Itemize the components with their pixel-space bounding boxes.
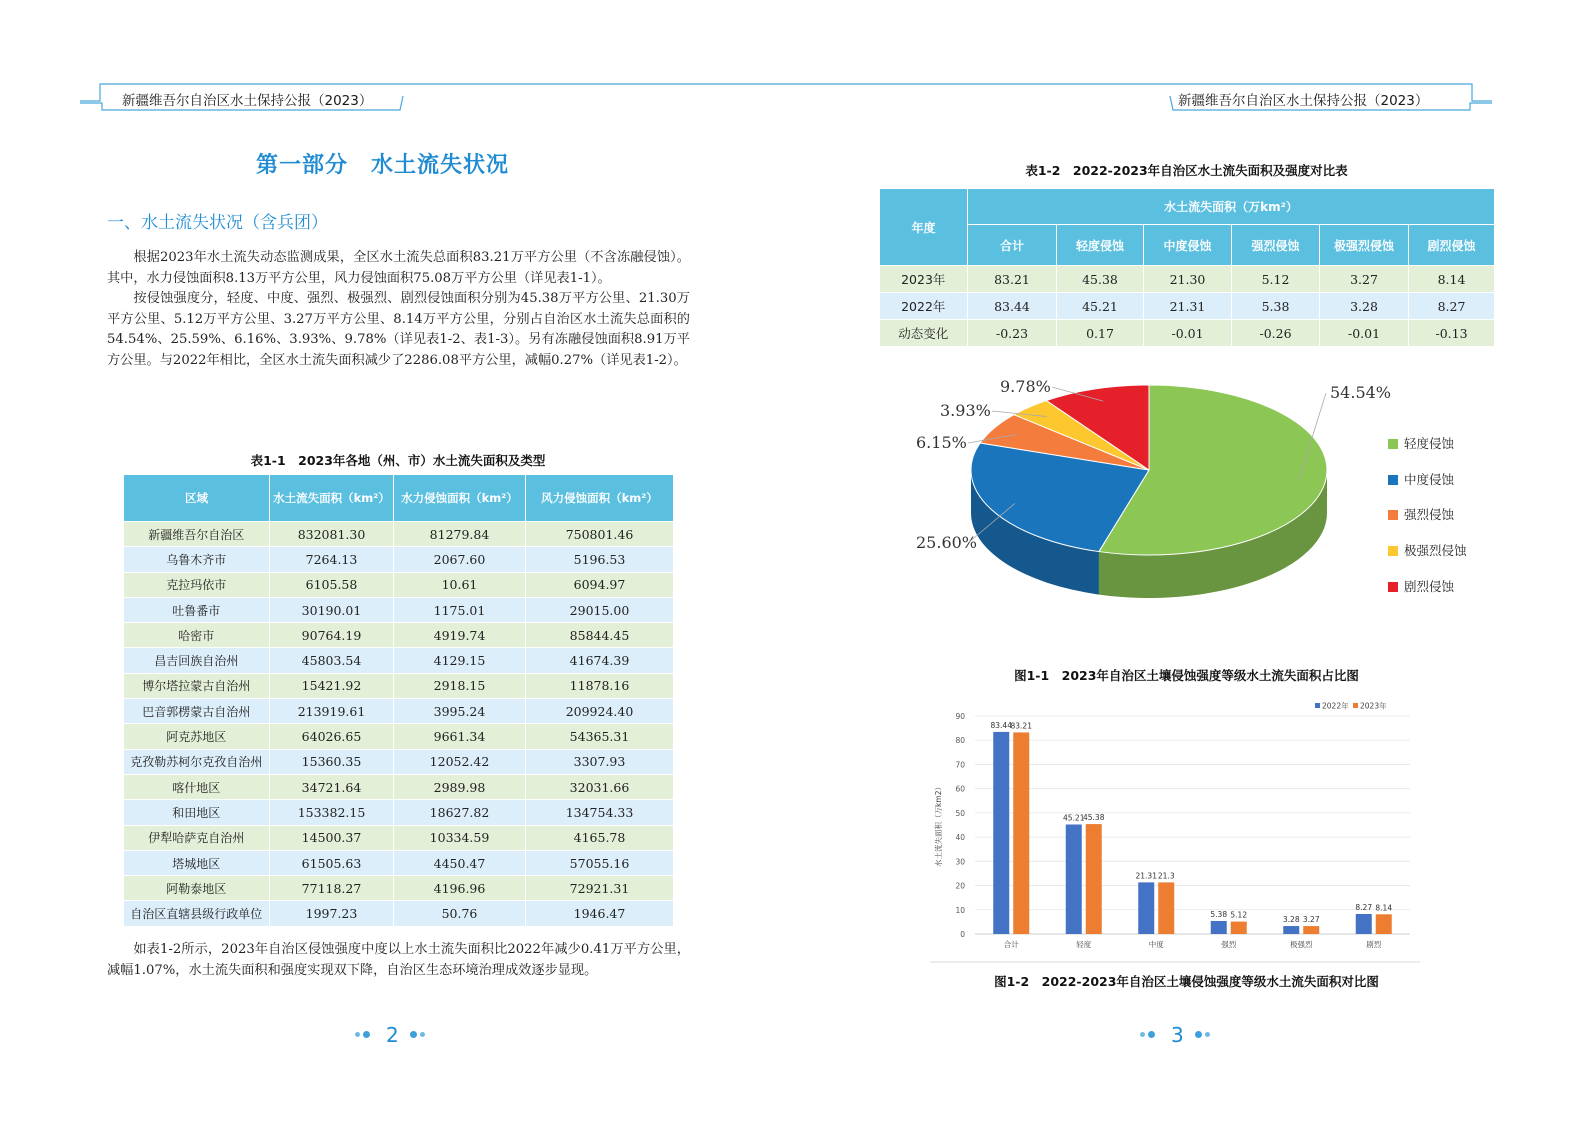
intro-text [107, 248, 690, 371]
paragraph-3: 如表1-2所示，2023年自治区侵蚀强度中度以上水土流失面积比2022年减少0.41万平方公里，减幅1.07%，水土流失面积和强度实现双下降，自治区生态环境治理成效逐步显现。 [107, 942, 690, 978]
bar [1013, 732, 1029, 934]
table-row [124, 547, 674, 572]
table-cell-value: 4919.74 [394, 623, 526, 648]
legend-swatch [1388, 475, 1398, 485]
y-tick-label: 30 [955, 857, 965, 867]
table-cell-value: 90764.19 [270, 623, 394, 648]
table-cell-value: 45.21 [1057, 293, 1144, 320]
table-row [124, 774, 674, 799]
table-cell-value: 2067.60 [394, 547, 526, 572]
table-cell-value: 41674.39 [526, 648, 674, 673]
table-cell-value: 832081.30 [270, 522, 394, 547]
bar-value-label: 45.38 [1083, 813, 1105, 823]
x-tick-label: 强烈 [1221, 940, 1237, 949]
bar-value-label: 3.27 [1302, 915, 1320, 925]
section-title: 一、水土流失状况（含兵团） [107, 213, 328, 233]
paragraph-2: 按侵蚀强度分，轻度、中度、强烈、极强烈、剧烈侵蚀面积分别为45.38万平方公里、21.30万平方公里、5.12万平方公里、3.27万平方公里、8.14万平方公里，分别占自治区水土流失总面积的54.54%、25.59%、6.16%、3.93%、9.78%（详见表1-2、表1-3）。另有冻融侵蚀面积8.91万平方公里。与2022年相比，全区水土流失面积减少了2286.08平方公里，减幅0.27%（详见表1-2）。 [107, 291, 690, 368]
table-row [124, 648, 674, 673]
bar-value-label: 45.21 [1063, 813, 1085, 823]
table2-header-group: 水土流失面积（万km²） [968, 189, 1495, 225]
table-cell-value: 32031.66 [526, 774, 674, 799]
table-cell-value: 6094.97 [526, 572, 674, 597]
legend-item [1388, 541, 1467, 559]
table-cell-value: 6105.58 [270, 572, 394, 597]
table-cell-value: 1175.01 [394, 597, 526, 622]
table-1-1 [123, 474, 674, 927]
table2-subheader: 剧烈侵蚀 [1409, 225, 1495, 266]
table-cell-value: 2918.15 [394, 673, 526, 698]
pie-value-label: 25.60% [916, 533, 978, 552]
table-cell-value: 5.12 [1232, 266, 1320, 293]
table-cell-value: 213919.61 [270, 699, 394, 724]
y-tick-label: 70 [955, 760, 965, 770]
legend-label: 极强烈侵蚀 [1404, 543, 1467, 559]
table-cell-value: 1997.23 [270, 901, 394, 926]
bar [1211, 921, 1227, 934]
table-cell-value: -0.23 [968, 320, 1057, 347]
table2-subheader: 极强烈侵蚀 [1320, 225, 1409, 266]
table-cell-value: 4129.15 [394, 648, 526, 673]
table-cell-value: 1946.47 [526, 901, 674, 926]
table-cell-value: 5196.53 [526, 547, 674, 572]
y-axis-label: 水土流失面积（万km2） [934, 783, 943, 867]
table-cell-region: 昌吉回族自治州 [124, 648, 270, 673]
x-tick-label: 轻度 [1076, 940, 1092, 949]
table1-header-wind: 风力侵蚀面积（km²） [526, 475, 674, 522]
table-row [124, 901, 674, 926]
table-row [124, 800, 674, 825]
table2-caption: 表1-2 2022-2023年自治区水土流失面积及强度对比表 [1025, 163, 1348, 178]
table-cell-year: 2023年 [880, 266, 968, 293]
legend-label: 强烈侵蚀 [1404, 507, 1455, 523]
table-cell-value: 0.17 [1057, 320, 1144, 347]
legend-item [1388, 470, 1454, 488]
table-cell-value: 45803.54 [270, 648, 394, 673]
table-row [124, 724, 674, 749]
pie-caption: 图1-1 2023年自治区土壤侵蚀强度等级水土流失面积占比图 [1014, 668, 1359, 683]
table-cell-value: 9661.34 [394, 724, 526, 749]
table-cell-region: 伊犁哈萨克自治州 [124, 825, 270, 850]
table-row [124, 572, 674, 597]
bar-value-label: 83.44 [990, 720, 1012, 730]
paragraph-1: 根据2023年水土流失动态监测成果，全区水土流失总面积83.21万平方公里（不含冻融侵蚀）。其中，水力侵蚀面积8.13万平方公里，风力侵蚀面积75.08万平方公里（详见表1-1）。 [107, 250, 690, 286]
table-row [880, 266, 1495, 293]
table2-subheader: 中度侵蚀 [1144, 225, 1232, 266]
table-cell-region: 新疆维吾尔自治区 [124, 522, 270, 547]
y-tick-label: 20 [955, 881, 965, 891]
bar-chart [925, 700, 1425, 965]
pie-value-label: 9.78% [1000, 377, 1051, 396]
y-tick-label: 10 [955, 905, 965, 915]
table-row [124, 597, 674, 622]
table-cell-value: 4165.78 [526, 825, 674, 850]
y-tick-label: 60 [955, 784, 965, 794]
table-cell-value: 15360.35 [270, 749, 394, 774]
table2-header-year: 年度 [880, 189, 968, 266]
bar [1231, 922, 1247, 934]
bar [1376, 914, 1392, 934]
legend-swatch [1388, 439, 1398, 449]
table-row [880, 320, 1495, 347]
table-row [124, 673, 674, 698]
table-cell-value: 14500.37 [270, 825, 394, 850]
table1-header-region: 区域 [124, 475, 270, 522]
legend-label: 剧烈侵蚀 [1404, 578, 1455, 594]
table-cell-value: 134754.33 [526, 800, 674, 825]
table2-subheader: 合计 [968, 225, 1057, 266]
page-number-left-text: 2 [386, 1023, 399, 1047]
table-cell-value: 72921.31 [526, 876, 674, 901]
table-cell-value: 85844.45 [526, 623, 674, 648]
table-cell-value: 4196.96 [394, 876, 526, 901]
table-cell-value: 153382.15 [270, 800, 394, 825]
bar [1158, 882, 1174, 934]
legend-label: 中度侵蚀 [1404, 471, 1455, 487]
bar-value-label: 21.31 [1135, 871, 1157, 881]
header-title-left: 新疆维吾尔自治区水土保持公报（2023） [122, 93, 373, 109]
table-row [124, 876, 674, 901]
legend-swatch [1353, 703, 1358, 708]
x-tick-label: 剧烈 [1366, 940, 1382, 949]
table-cell-value: 21.30 [1144, 266, 1232, 293]
page-number-left [350, 1022, 435, 1048]
table-cell-region: 阿勒泰地区 [124, 876, 270, 901]
table-cell-region: 巴音郭楞蒙古自治州 [124, 699, 270, 724]
bar-caption: 图1-2 2022-2023年自治区土壤侵蚀强度等级水土流失面积对比图 [994, 974, 1379, 989]
legend-swatch [1315, 703, 1320, 708]
pie-value-label: 6.15% [916, 433, 967, 452]
table-cell-value: 61505.63 [270, 850, 394, 875]
table-cell-region: 塔城地区 [124, 850, 270, 875]
pie-value-label: 3.93% [940, 401, 991, 420]
table-cell-value: -0.13 [1409, 320, 1495, 347]
table-cell-value: 81279.84 [394, 522, 526, 547]
table-cell-value: 83.21 [968, 266, 1057, 293]
legend-label: 轻度侵蚀 [1404, 436, 1455, 451]
table-cell-year: 动态变化 [880, 320, 968, 347]
table-cell-value: 10.61 [394, 572, 526, 597]
table-cell-value: 12052.42 [394, 749, 526, 774]
legend-swatch [1388, 546, 1398, 556]
bar-value-label: 8.14 [1375, 903, 1393, 913]
table-cell-value: 5.38 [1232, 293, 1320, 320]
bar [993, 732, 1009, 934]
table-cell-region: 自治区直辖县级行政单位 [124, 901, 270, 926]
page-number-right [1135, 1022, 1220, 1048]
table-1-2 [879, 188, 1495, 347]
table2-subheader: 强烈侵蚀 [1232, 225, 1320, 266]
page-number-right-text: 3 [1171, 1023, 1184, 1047]
table-row [124, 623, 674, 648]
legend-item [1388, 434, 1454, 452]
table-row [124, 825, 674, 850]
table-cell-region: 阿克苏地区 [124, 724, 270, 749]
bar-value-label: 5.12 [1230, 910, 1248, 920]
bar [1138, 882, 1154, 934]
legend-label: 2022年 [1322, 701, 1349, 711]
table-cell-region: 喀什地区 [124, 774, 270, 799]
legend-swatch [1388, 510, 1398, 520]
table-cell-value: 750801.46 [526, 522, 674, 547]
table-cell-value: 3307.93 [526, 749, 674, 774]
conclusion-text [107, 940, 690, 981]
table-cell-region: 克拉玛依市 [124, 572, 270, 597]
table1-caption: 表1-1 2023年各地（州、市）水土流失面积及类型 [250, 453, 546, 468]
y-tick-label: 80 [955, 736, 965, 746]
table-cell-value: 64026.65 [270, 724, 394, 749]
table-cell-region: 博尔塔拉蒙古自治州 [124, 673, 270, 698]
table2-subheader: 轻度侵蚀 [1057, 225, 1144, 266]
table-cell-value: -0.01 [1144, 320, 1232, 347]
table-cell-region: 和田地区 [124, 800, 270, 825]
x-tick-label: 极强烈 [1290, 940, 1313, 949]
table-cell-value: 18627.82 [394, 800, 526, 825]
table-cell-value: 83.44 [968, 293, 1057, 320]
table-cell-value: 3.28 [1320, 293, 1409, 320]
table-row [124, 522, 674, 547]
table-cell-value: 209924.40 [526, 699, 674, 724]
bar-value-label: 21.3 [1157, 871, 1175, 881]
table1-header-water: 水力侵蚀面积（km²） [394, 475, 526, 522]
table-cell-value: 57055.16 [526, 850, 674, 875]
legend-swatch [1388, 582, 1398, 592]
table-row [124, 850, 674, 875]
bar-value-label: 8.27 [1355, 902, 1373, 912]
table-cell-value: 10334.59 [394, 825, 526, 850]
bar [1283, 926, 1299, 934]
table-row [880, 293, 1495, 320]
bar [1066, 824, 1082, 934]
pie-value-label: 54.54% [1330, 383, 1392, 402]
table-cell-value: 7264.13 [270, 547, 394, 572]
table-cell-value: 15421.92 [270, 673, 394, 698]
header-title-right: 新疆维吾尔自治区水土保持公报（2023） [1178, 93, 1429, 109]
table1-header-total: 水土流失面积（km²） [270, 475, 394, 522]
table-cell-value: -0.01 [1320, 320, 1409, 347]
table-cell-region: 乌鲁木齐市 [124, 547, 270, 572]
table-cell-value: 3995.24 [394, 699, 526, 724]
part-title: 第一部分 水土流失状况 [256, 153, 510, 178]
y-tick-label: 90 [955, 712, 965, 721]
y-tick-label: 50 [955, 808, 965, 818]
bar [1086, 824, 1102, 934]
table-cell-value: 29015.00 [526, 597, 674, 622]
y-tick-label: 0 [960, 930, 965, 939]
bar [1303, 926, 1319, 934]
bar-value-label: 3.28 [1282, 915, 1300, 925]
table-cell-value: 3.27 [1320, 266, 1409, 293]
x-tick-label: 中度 [1148, 940, 1164, 949]
table-cell-region: 克孜勒苏柯尔克孜自治州 [124, 749, 270, 774]
table-cell-value: 8.14 [1409, 266, 1495, 293]
table-cell-value: 30190.01 [270, 597, 394, 622]
table-cell-value: 8.27 [1409, 293, 1495, 320]
table-cell-value: 45.38 [1057, 266, 1144, 293]
legend-item [1388, 577, 1454, 595]
table-cell-value: 54365.31 [526, 724, 674, 749]
table-cell-value: 21.31 [1144, 293, 1232, 320]
table-cell-region: 吐鲁番市 [124, 597, 270, 622]
table-cell-value: 2989.98 [394, 774, 526, 799]
y-tick-label: 40 [955, 833, 965, 843]
table-cell-region: 哈密市 [124, 623, 270, 648]
table-cell-value: 34721.64 [270, 774, 394, 799]
legend-item [1388, 505, 1454, 523]
bar-value-label: 5.38 [1210, 909, 1228, 919]
table-cell-value: 50.76 [394, 901, 526, 926]
bar [1356, 914, 1372, 934]
table-cell-value: 11878.16 [526, 673, 674, 698]
table-cell-value: 4450.47 [394, 850, 526, 875]
legend-label: 2023年 [1360, 701, 1387, 711]
table-cell-value: 77118.27 [270, 876, 394, 901]
bar-value-label: 83.21 [1010, 721, 1032, 731]
table-row [124, 749, 674, 774]
x-tick-label: 合计 [1003, 940, 1019, 949]
table-cell-value: -0.26 [1232, 320, 1320, 347]
table-row [124, 699, 674, 724]
table-cell-year: 2022年 [880, 293, 968, 320]
